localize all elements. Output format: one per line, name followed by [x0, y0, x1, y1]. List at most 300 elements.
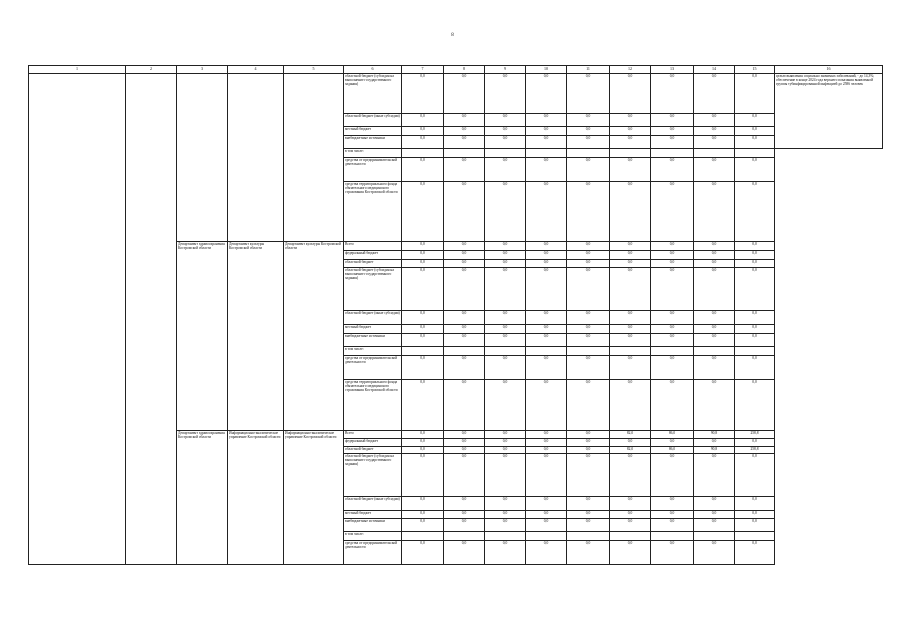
value-cell — [735, 347, 775, 356]
value-cell: 0,0 — [444, 259, 485, 268]
funding-source-label: областной бюджет — [344, 259, 402, 268]
value-cell: 0,0 — [485, 446, 526, 454]
value-cell: 0,0 — [402, 310, 444, 324]
value-cell: 0,0 — [610, 259, 651, 268]
value-cell: 0,0 — [444, 439, 485, 447]
value-cell: 0,0 — [694, 242, 735, 251]
value-cell: 0,0 — [485, 126, 526, 136]
value-cell: 0,0 — [651, 356, 694, 380]
value-cell: 0,0 — [610, 251, 651, 260]
funding-source-label: средства территориального фонда обязательного медицинского страхования Костромской области — [344, 379, 402, 430]
value-cell: 0,0 — [444, 73, 485, 113]
value-cell: 0,0 — [610, 356, 651, 380]
value-cell: 0,0 — [485, 510, 526, 519]
empty-col16 — [775, 519, 883, 532]
value-cell: 0,0 — [444, 510, 485, 519]
column-header: 16 — [775, 66, 883, 74]
value-cell: 0,0 — [694, 73, 735, 113]
value-cell: 0,0 — [402, 73, 444, 113]
value-cell: 0,0 — [526, 157, 567, 181]
value-cell: 0,0 — [485, 454, 526, 496]
responsible-col4: Информационно-аналитическое управление Костромской области — [228, 430, 284, 564]
value-cell — [526, 347, 567, 356]
column-header: 2 — [126, 66, 177, 74]
value-cell: 0,0 — [402, 439, 444, 447]
value-cell: 0,0 — [651, 157, 694, 181]
value-cell: 0,0 — [526, 113, 567, 126]
column-header: 15 — [735, 66, 775, 74]
value-cell: 0,0 — [444, 310, 485, 324]
value-cell: 0,0 — [610, 510, 651, 519]
value-cell: 0,0 — [610, 334, 651, 347]
value-cell: 0,0 — [735, 439, 775, 447]
empty-col16 — [775, 157, 883, 181]
funding-source-label: областной бюджет — [344, 446, 402, 454]
value-cell: 90,8 — [694, 446, 735, 454]
value-cell: 0,0 — [567, 310, 610, 324]
value-cell: 0,0 — [694, 496, 735, 510]
value-cell — [402, 149, 444, 158]
empty-col16 — [775, 334, 883, 347]
value-cell — [694, 347, 735, 356]
value-cell: 0,0 — [402, 324, 444, 334]
funding-source-label: средства от предпринимательской деятельности — [344, 356, 402, 380]
value-cell: 0,0 — [694, 356, 735, 380]
responsible-col3 — [177, 73, 228, 242]
value-cell: 0,0 — [610, 126, 651, 136]
value-cell: 0,0 — [610, 136, 651, 149]
value-cell — [651, 347, 694, 356]
empty-col16 — [775, 347, 883, 356]
funding-source-label: в том числе: — [344, 347, 402, 356]
value-cell — [610, 532, 651, 541]
value-cell: 0,0 — [567, 430, 610, 439]
value-cell: 0,0 — [610, 113, 651, 126]
value-cell: 0,0 — [694, 379, 735, 430]
value-cell: 0,0 — [567, 157, 610, 181]
value-cell: 0,0 — [402, 157, 444, 181]
value-cell: 0,0 — [651, 334, 694, 347]
value-cell: 0,0 — [567, 439, 610, 447]
value-cell: 0,0 — [651, 259, 694, 268]
funding-source-label: федеральный бюджет — [344, 251, 402, 260]
value-cell: 0,0 — [526, 439, 567, 447]
column-header: 7 — [402, 66, 444, 74]
value-cell: 0,0 — [485, 136, 526, 149]
value-cell: 0,0 — [526, 259, 567, 268]
value-cell: 258,8 — [735, 446, 775, 454]
value-cell: 82,0 — [610, 430, 651, 439]
value-cell: 0,0 — [402, 446, 444, 454]
value-cell: 0,0 — [402, 430, 444, 439]
budget-table — [28, 65, 883, 565]
value-cell: 0,0 — [651, 496, 694, 510]
value-cell — [694, 532, 735, 541]
value-cell: 0,0 — [567, 510, 610, 519]
value-cell: 0,0 — [694, 310, 735, 324]
funding-source-label: областной бюджет (иные субсидии) — [344, 496, 402, 510]
value-cell: 0,0 — [402, 334, 444, 347]
value-cell: 0,0 — [567, 356, 610, 380]
value-cell: 0,0 — [651, 181, 694, 242]
value-cell — [694, 149, 735, 158]
page-number: 8 — [451, 33, 454, 38]
value-cell: 0,0 — [526, 126, 567, 136]
value-cell — [444, 149, 485, 158]
value-cell: 0,0 — [567, 259, 610, 268]
value-cell: 258,8 — [735, 430, 775, 439]
value-cell: 0,0 — [567, 73, 610, 113]
funding-source-label: в том числе: — [344, 149, 402, 158]
value-cell: 0,0 — [444, 324, 485, 334]
value-cell: 0,0 — [694, 439, 735, 447]
value-cell: 0,0 — [610, 519, 651, 532]
funding-source-label: средства от предпринимательской деятельности — [344, 541, 402, 565]
empty-col16 — [775, 310, 883, 324]
value-cell: 0,0 — [610, 242, 651, 251]
funding-source-label: областной бюджет (иные субсидии) — [344, 113, 402, 126]
empty-col16 — [775, 510, 883, 519]
column-header: 5 — [284, 66, 344, 74]
value-cell: 0,0 — [735, 136, 775, 149]
funding-source-label: внебюджетные источники — [344, 334, 402, 347]
table-row — [29, 73, 883, 113]
value-cell: 0,0 — [567, 496, 610, 510]
value-cell: 0,0 — [526, 334, 567, 347]
value-cell: 0,0 — [526, 136, 567, 149]
value-cell: 0,0 — [402, 181, 444, 242]
value-cell: 0,0 — [402, 510, 444, 519]
value-cell: 0,0 — [485, 430, 526, 439]
value-cell: 0,0 — [444, 157, 485, 181]
value-cell — [651, 149, 694, 158]
value-cell: 0,0 — [651, 310, 694, 324]
value-cell: 0,0 — [735, 242, 775, 251]
value-cell: 0,0 — [651, 324, 694, 334]
value-cell: 0,0 — [610, 379, 651, 430]
funding-source-label: Всего — [344, 242, 402, 251]
empty-col16 — [775, 496, 883, 510]
value-cell: 0,0 — [485, 541, 526, 565]
note-col16: целью выявления социально значимых заболеваний, - до 14,3%; обеспечение в конце 2024 года верхнего показания выявленной группы тубинфицированной инфекцией до 2586 человек — [775, 73, 883, 149]
value-cell: 0,0 — [485, 157, 526, 181]
value-cell: 0,0 — [444, 334, 485, 347]
empty-col16 — [775, 149, 883, 158]
funding-source-label: федеральный бюджет — [344, 439, 402, 447]
value-cell: 0,0 — [485, 496, 526, 510]
value-cell: 0,0 — [694, 157, 735, 181]
value-cell: 0,0 — [735, 126, 775, 136]
column-header: 10 — [526, 66, 567, 74]
value-cell: 0,0 — [444, 268, 485, 310]
value-cell — [402, 347, 444, 356]
cell-col2 — [126, 73, 177, 564]
value-cell: 0,0 — [694, 113, 735, 126]
value-cell: 0,0 — [567, 334, 610, 347]
value-cell: 0,0 — [485, 356, 526, 380]
funding-source-label: в том числе: — [344, 532, 402, 541]
column-header: 1 — [29, 66, 126, 74]
value-cell — [485, 149, 526, 158]
value-cell: 0,0 — [444, 126, 485, 136]
responsible-col4 — [228, 73, 284, 242]
value-cell: 0,0 — [526, 446, 567, 454]
column-header: 12 — [610, 66, 651, 74]
value-cell: 0,0 — [651, 541, 694, 565]
value-cell: 86,0 — [651, 446, 694, 454]
value-cell: 0,0 — [485, 242, 526, 251]
cell-col1 — [29, 73, 126, 564]
empty-col16 — [775, 324, 883, 334]
empty-col16 — [775, 259, 883, 268]
value-cell: 0,0 — [651, 439, 694, 447]
value-cell: 0,0 — [402, 454, 444, 496]
value-cell: 0,0 — [610, 439, 651, 447]
value-cell: 0,0 — [526, 496, 567, 510]
funding-source-label: внебюджетные источники — [344, 519, 402, 532]
value-cell: 0,0 — [694, 454, 735, 496]
value-cell: 0,0 — [735, 259, 775, 268]
value-cell: 0,0 — [485, 379, 526, 430]
value-cell: 0,0 — [694, 510, 735, 519]
value-cell: 0,0 — [402, 519, 444, 532]
value-cell: 0,0 — [651, 454, 694, 496]
value-cell: 0,0 — [444, 430, 485, 439]
value-cell: 0,0 — [485, 310, 526, 324]
value-cell: 0,0 — [735, 157, 775, 181]
value-cell: 0,0 — [567, 251, 610, 260]
value-cell: 0,0 — [735, 324, 775, 334]
value-cell: 0,0 — [402, 379, 444, 430]
value-cell: 0,0 — [694, 334, 735, 347]
value-cell: 0,0 — [567, 541, 610, 565]
responsible-col3: Департамент здравоохранения Костромской области — [177, 242, 228, 430]
value-cell: 0,0 — [444, 496, 485, 510]
responsible-col4: Департамент культуры Костромской области — [228, 242, 284, 430]
value-cell: 0,0 — [526, 251, 567, 260]
value-cell: 0,0 — [402, 268, 444, 310]
responsible-col5: Департамент культуры Костромской области — [284, 242, 344, 430]
value-cell: 0,0 — [651, 379, 694, 430]
column-header: 6 — [344, 66, 402, 74]
value-cell: 0,0 — [526, 454, 567, 496]
value-cell: 0,0 — [651, 136, 694, 149]
value-cell: 0,0 — [610, 181, 651, 242]
value-cell: 0,0 — [694, 268, 735, 310]
value-cell: 0,0 — [610, 324, 651, 334]
value-cell: 0,0 — [526, 310, 567, 324]
value-cell: 0,0 — [402, 136, 444, 149]
value-cell: 0,0 — [402, 126, 444, 136]
column-header: 4 — [228, 66, 284, 74]
value-cell: 0,0 — [526, 181, 567, 242]
value-cell: 0,0 — [526, 541, 567, 565]
value-cell: 0,0 — [735, 268, 775, 310]
value-cell — [402, 532, 444, 541]
funding-source-label: средства территориального фонда обязательного медицинского страхования Костромской области — [344, 181, 402, 242]
value-cell: 0,0 — [735, 113, 775, 126]
column-header: 13 — [651, 66, 694, 74]
value-cell: 0,0 — [526, 379, 567, 430]
value-cell: 0,0 — [402, 541, 444, 565]
value-cell: 0,0 — [526, 268, 567, 310]
value-cell: 0,0 — [651, 126, 694, 136]
value-cell: 0,0 — [485, 519, 526, 532]
value-cell: 0,0 — [485, 334, 526, 347]
column-header: 14 — [694, 66, 735, 74]
responsible-col5 — [284, 73, 344, 242]
value-cell: 0,0 — [735, 379, 775, 430]
value-cell: 0,0 — [567, 126, 610, 136]
value-cell: 0,0 — [694, 251, 735, 260]
value-cell: 0,0 — [444, 242, 485, 251]
value-cell: 0,0 — [485, 324, 526, 334]
value-cell: 0,0 — [735, 510, 775, 519]
column-header: 9 — [485, 66, 526, 74]
value-cell: 0,0 — [485, 73, 526, 113]
value-cell — [485, 532, 526, 541]
value-cell: 0,0 — [610, 496, 651, 510]
value-cell: 0,0 — [651, 510, 694, 519]
column-header: 3 — [177, 66, 228, 74]
value-cell: 0,0 — [567, 454, 610, 496]
value-cell: 0,0 — [567, 519, 610, 532]
value-cell: 0,0 — [444, 251, 485, 260]
value-cell: 0,0 — [567, 181, 610, 242]
value-cell: 0,0 — [485, 439, 526, 447]
value-cell — [526, 532, 567, 541]
value-cell: 0,0 — [444, 181, 485, 242]
value-cell: 0,0 — [651, 268, 694, 310]
value-cell: 0,0 — [444, 136, 485, 149]
value-cell: 0,0 — [485, 268, 526, 310]
value-cell — [735, 532, 775, 541]
empty-col16 — [775, 268, 883, 310]
empty-col16 — [775, 181, 883, 242]
value-cell: 0,0 — [526, 510, 567, 519]
value-cell — [651, 532, 694, 541]
value-cell: 0,0 — [651, 251, 694, 260]
value-cell: 0,0 — [444, 454, 485, 496]
value-cell: 0,0 — [694, 541, 735, 565]
funding-source-label: Всего — [344, 430, 402, 439]
value-cell: 0,0 — [694, 259, 735, 268]
value-cell: 0,0 — [402, 356, 444, 380]
value-cell: 0,0 — [526, 356, 567, 380]
value-cell: 0,0 — [402, 242, 444, 251]
value-cell: 0,0 — [735, 454, 775, 496]
value-cell — [526, 149, 567, 158]
empty-col16 — [775, 430, 883, 439]
value-cell: 0,0 — [610, 310, 651, 324]
value-cell: 0,0 — [735, 356, 775, 380]
value-cell: 0,0 — [610, 268, 651, 310]
value-cell: 0,0 — [526, 242, 567, 251]
value-cell: 0,0 — [402, 251, 444, 260]
value-cell: 0,0 — [567, 268, 610, 310]
value-cell: 0,0 — [402, 113, 444, 126]
empty-col16 — [775, 454, 883, 496]
value-cell — [610, 347, 651, 356]
value-cell: 0,0 — [735, 334, 775, 347]
funding-source-label: местный бюджет — [344, 324, 402, 334]
value-cell: 0,0 — [694, 519, 735, 532]
value-cell — [735, 149, 775, 158]
value-cell: 0,0 — [444, 519, 485, 532]
value-cell: 0,0 — [567, 324, 610, 334]
value-cell: 0,0 — [735, 310, 775, 324]
funding-source-label: областной бюджет (субсидия на выполнение государственного задания) — [344, 73, 402, 113]
empty-col16 — [775, 439, 883, 447]
value-cell: 0,0 — [485, 113, 526, 126]
responsible-col3: Департамент здравоохранения Костромской области — [177, 430, 228, 564]
empty-col16 — [775, 379, 883, 430]
value-cell: 0,0 — [485, 181, 526, 242]
value-cell — [444, 347, 485, 356]
value-cell: 0,0 — [610, 454, 651, 496]
responsible-col5: Информационно-аналитическое управление Костромской области — [284, 430, 344, 564]
value-cell: 0,0 — [610, 157, 651, 181]
value-cell: 0,0 — [567, 446, 610, 454]
value-cell: 0,0 — [444, 356, 485, 380]
value-cell: 0,0 — [735, 496, 775, 510]
value-cell: 0,0 — [735, 73, 775, 113]
value-cell: 0,0 — [694, 324, 735, 334]
value-cell: 0,0 — [526, 73, 567, 113]
value-cell: 0,0 — [485, 259, 526, 268]
value-cell: 0,0 — [444, 446, 485, 454]
value-cell — [567, 347, 610, 356]
value-cell: 0,0 — [444, 541, 485, 565]
empty-col16 — [775, 356, 883, 380]
funding-source-label: местный бюджет — [344, 126, 402, 136]
value-cell: 0,0 — [567, 379, 610, 430]
value-cell — [485, 347, 526, 356]
value-cell: 0,0 — [610, 541, 651, 565]
value-cell — [444, 532, 485, 541]
funding-source-label: внебюджетные источники — [344, 136, 402, 149]
value-cell: 0,0 — [526, 430, 567, 439]
value-cell: 0,0 — [651, 519, 694, 532]
value-cell — [567, 149, 610, 158]
empty-col16 — [775, 242, 883, 251]
value-cell — [610, 149, 651, 158]
value-cell: 0,0 — [402, 496, 444, 510]
value-cell: 86,0 — [651, 430, 694, 439]
funding-source-label: областной бюджет (субсидия на выполнение государственного задания) — [344, 268, 402, 310]
value-cell: 0,0 — [444, 379, 485, 430]
funding-source-label: областной бюджет (иные субсидии) — [344, 310, 402, 324]
value-cell: 0,0 — [402, 259, 444, 268]
value-cell: 0,0 — [651, 73, 694, 113]
value-cell: 0,0 — [694, 181, 735, 242]
empty-col16 — [775, 446, 883, 454]
column-header: 8 — [444, 66, 485, 74]
value-cell: 0,0 — [694, 136, 735, 149]
value-cell: 0,0 — [694, 126, 735, 136]
value-cell: 0,0 — [567, 242, 610, 251]
value-cell: 0,0 — [735, 541, 775, 565]
funding-source-label: местный бюджет — [344, 510, 402, 519]
value-cell: 0,0 — [526, 519, 567, 532]
value-cell: 90,8 — [694, 430, 735, 439]
value-cell: 0,0 — [610, 73, 651, 113]
value-cell: 0,0 — [567, 136, 610, 149]
value-cell: 0,0 — [735, 181, 775, 242]
value-cell: 0,0 — [651, 113, 694, 126]
value-cell: 0,0 — [567, 113, 610, 126]
header-row — [29, 66, 883, 74]
